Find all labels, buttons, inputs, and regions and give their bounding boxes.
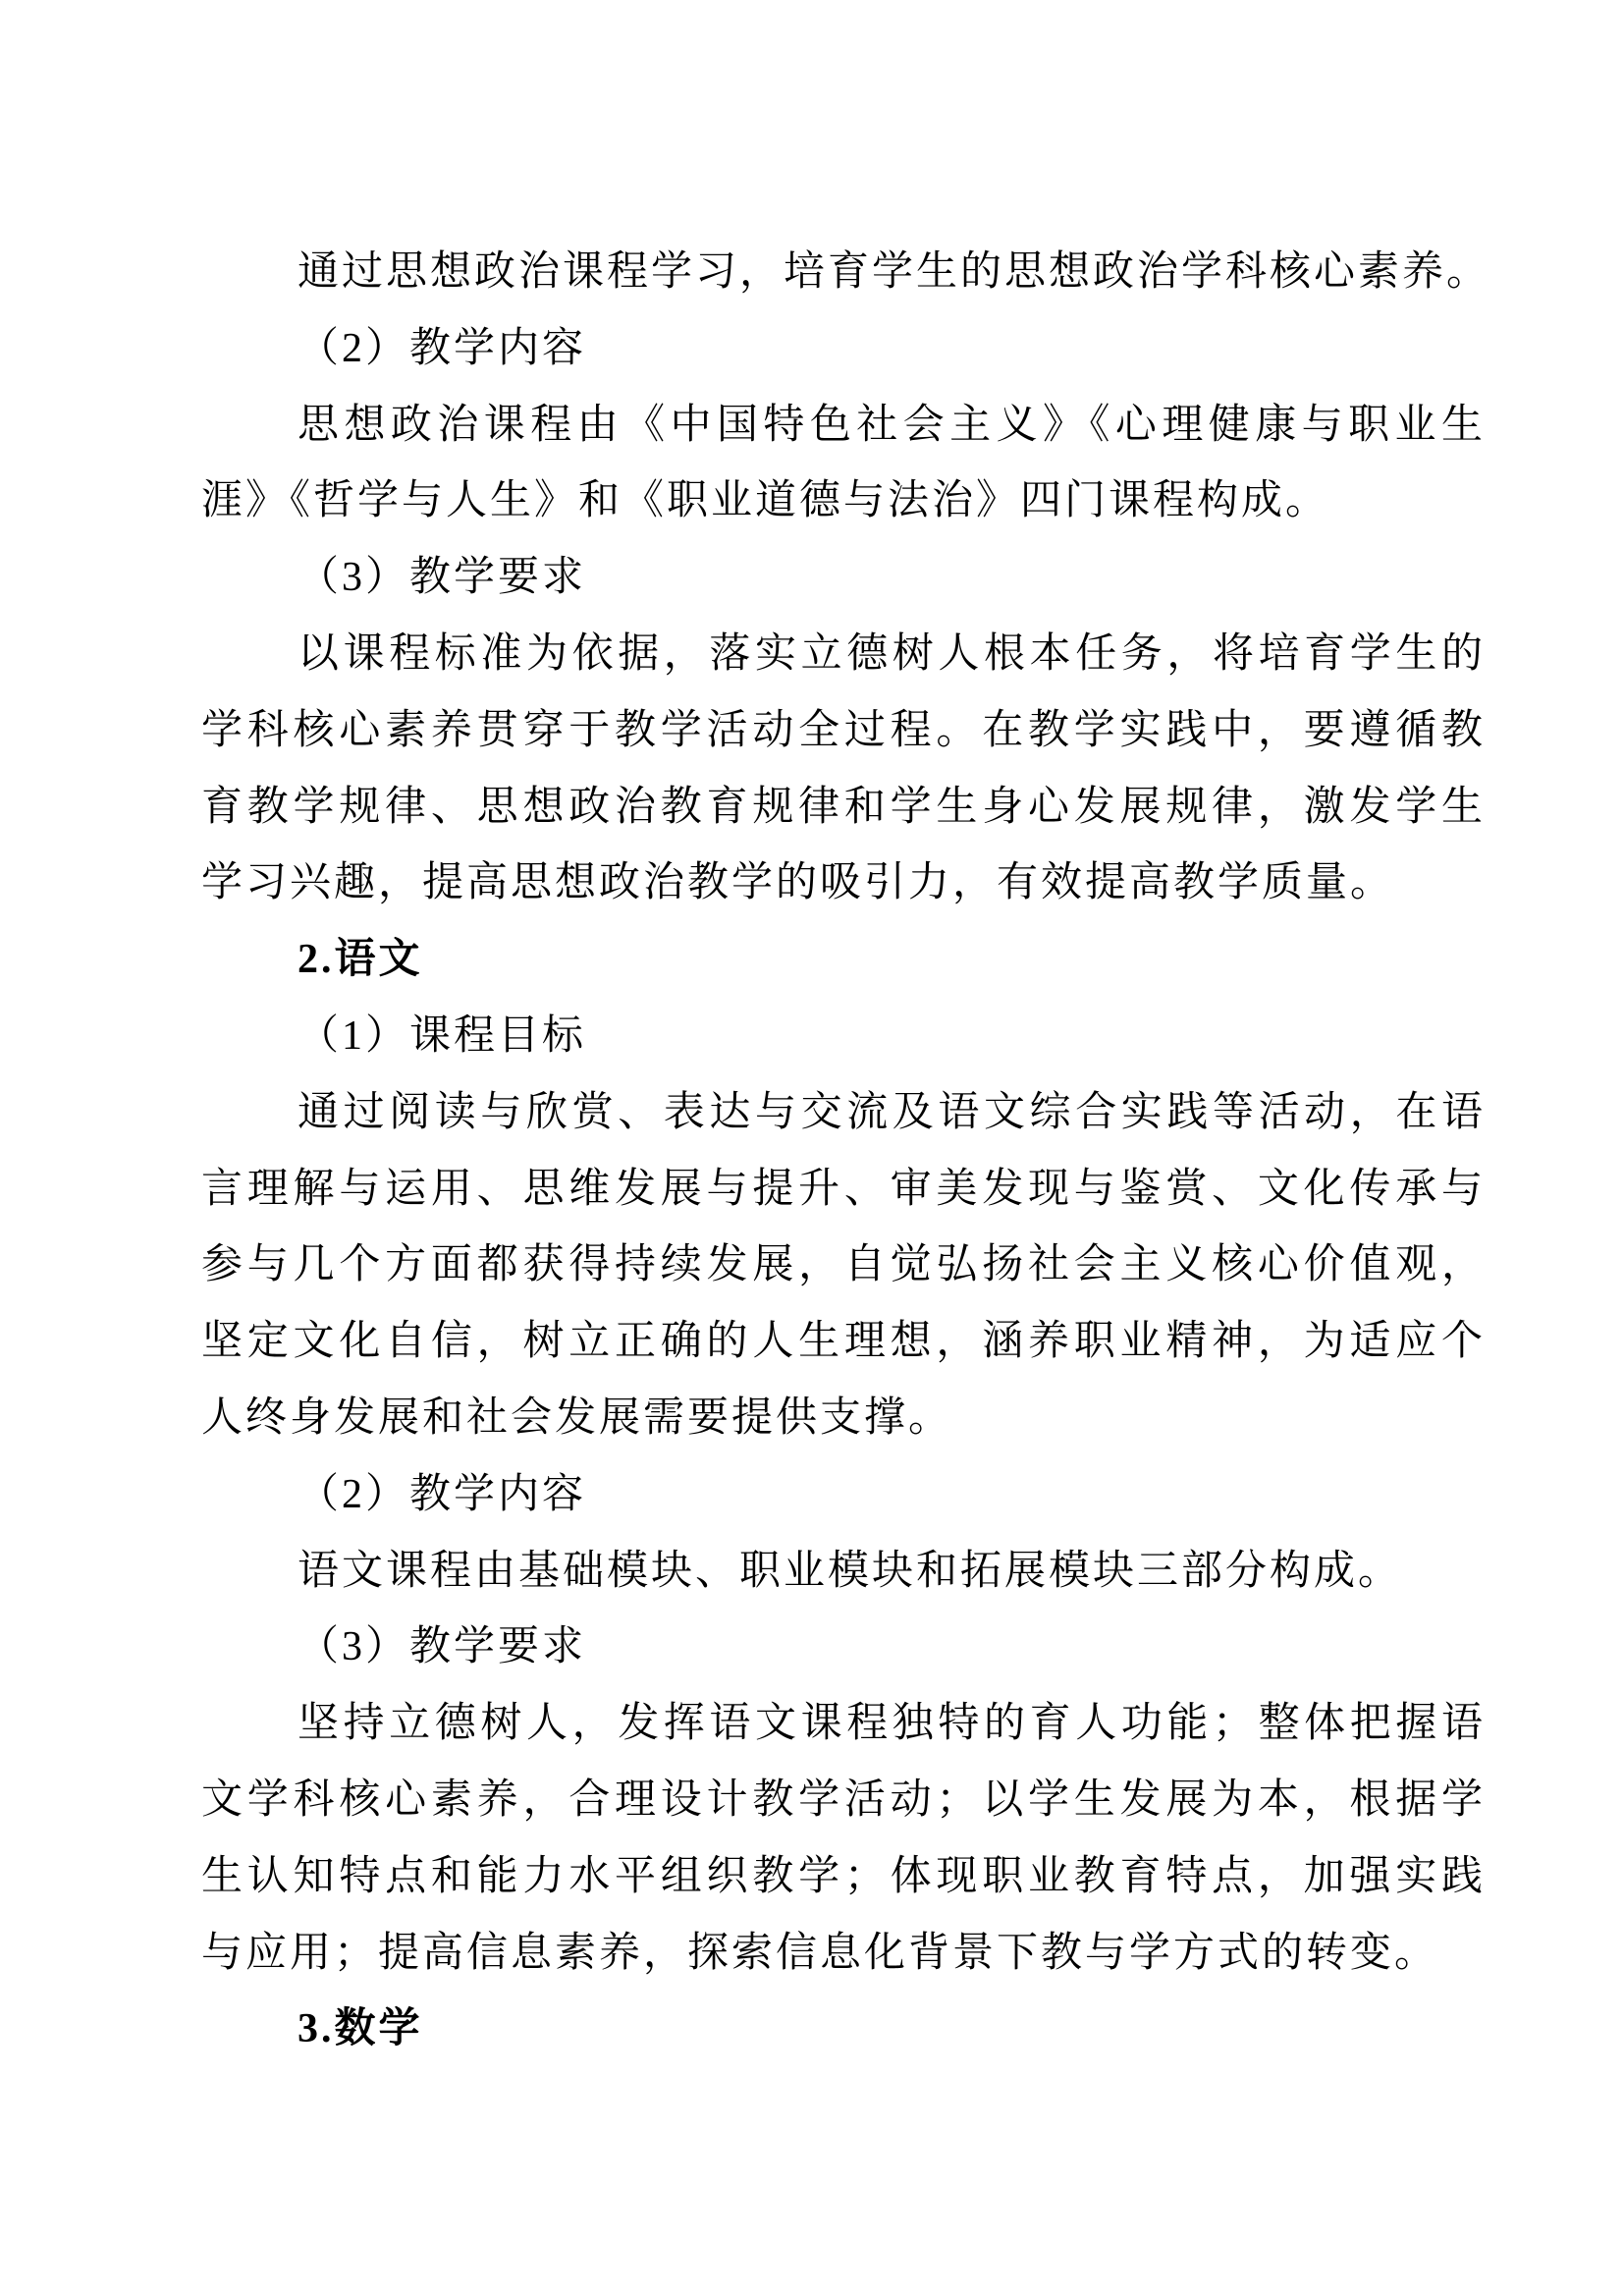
text-line: 育教学规律、思想政治教育规律和学生身心发展规律，激发学生	[201, 784, 1486, 830]
text-line: （2）教学内容	[298, 1471, 587, 1517]
text-line: （1）课程目标	[298, 1012, 587, 1059]
text-line: 人终身发展和社会发展需要提供支撑。	[201, 1394, 953, 1441]
text-line: 学习兴趣，提高思想政治教学的吸引力，有效提高教学质量。	[201, 860, 1395, 906]
text-line: 与应用；提高信息素养，探索信息化背景下教与学方式的转变。	[201, 1930, 1439, 1976]
text-line: 坚定文化自信，树立正确的人生理想，涵养职业精神，为适应个	[201, 1319, 1486, 1365]
text-line: 以课程标准为依据，落实立德树人根本任务，将培育学生的	[298, 630, 1486, 677]
text-line: （3）教学要求	[298, 1624, 587, 1670]
text-line: 涯》《哲学与人生》和《职业道德与法治》四门课程构成。	[201, 478, 1330, 524]
text-line: 2.语文	[298, 937, 423, 983]
text-line: 通过阅读与欣赏、表达与交流及语文综合实践等活动，在语	[298, 1089, 1486, 1135]
text-line: 坚持立德树人，发挥语文课程独特的育人功能；整体把握语	[298, 1701, 1486, 1747]
text-line: 思想政治课程由《中国特色社会主义》《心理健康与职业生	[298, 402, 1486, 448]
text-line: 生认知特点和能力水平组织教学；体现职业教育特点，加强实践	[201, 1853, 1486, 1899]
document-text-block	[201, 235, 1491, 2068]
text-line: 3.数学	[298, 2006, 423, 2052]
text-line: 通过思想政治课程学习，培育学生的思想政治学科核心素养。	[298, 249, 1491, 295]
text-line: 言理解与运用、思维发展与提升、审美发现与鉴赏、文化传承与	[201, 1166, 1486, 1212]
text-line: 参与几个方面都获得持续发展，自觉弘扬社会主义核心价值观，	[201, 1242, 1486, 1288]
text-line: （2）教学内容	[298, 325, 587, 371]
text-line: （3）教学要求	[298, 555, 587, 601]
text-line: 学科核心素养贯穿于教学活动全过程。在教学实践中，要遵循教	[201, 707, 1486, 753]
text-line: 语文课程由基础模块、职业模块和拓展模块三部分构成。	[298, 1548, 1403, 1594]
text-line: 文学科核心素养，合理设计教学活动；以学生发展为本，根据学	[201, 1777, 1486, 1823]
